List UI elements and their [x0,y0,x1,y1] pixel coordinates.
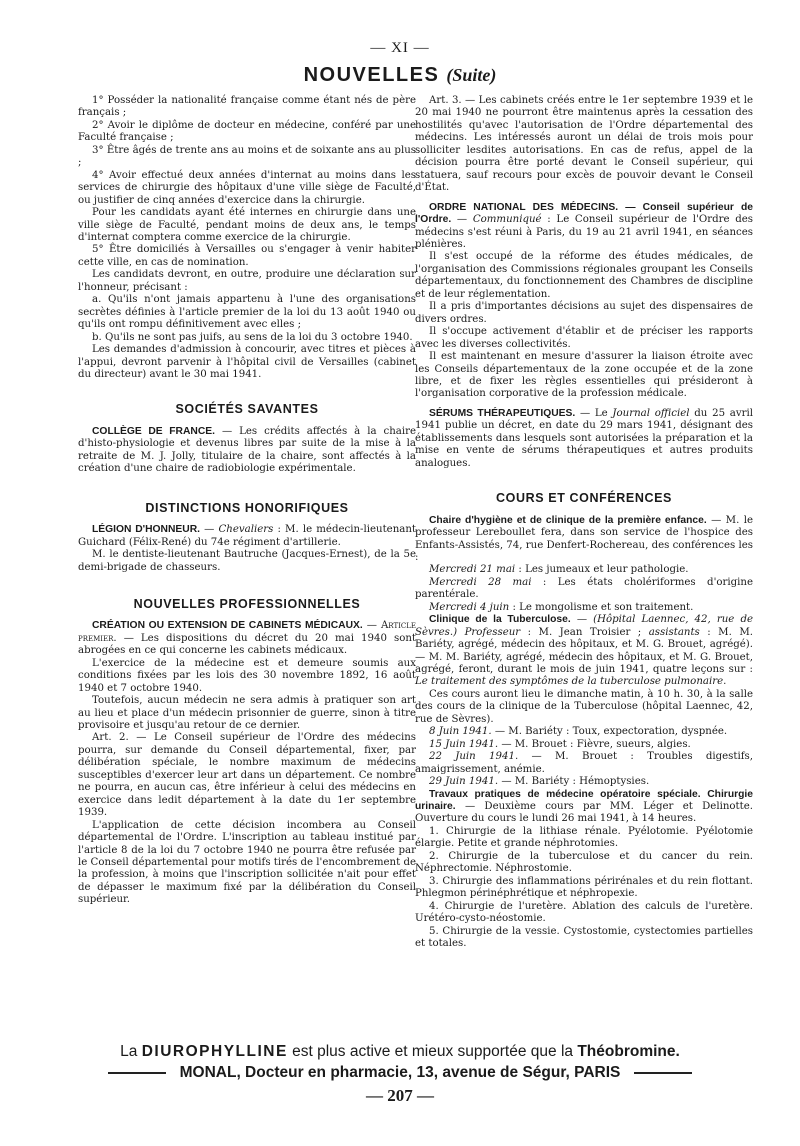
paragraph: CRÉATION OU EXTENSION DE CABINETS MÉDICAUX. — Article premier. — Les dispositions du décret du 20 mai 1940 sont abrogées en ce qui concerne les cabinets médicaux. [78,620,416,657]
paragraph: Toutefois, aucun médecin ne sera admis à pratiquer son art au lieu et place d'un médecin prisonnier de guerre, sinon à titre provisoire et jusqu'au retour de ce dernier. [78,695,416,732]
communique-label: Communiqué [472,214,542,226]
paragraph-text: — M. Bariéty : Hémoptysies. [498,776,650,788]
paragraph [415,776,753,788]
advert-line-1 [0,1043,800,1061]
paragraph [415,789,753,826]
paragraph [415,564,753,576]
paragraph-text: — Deuxième cours par MM. Léger et Delinotte. Ouverture du cours le lundi 26 mai 1941, à 14 heures. [415,801,753,825]
paragraph: Les candidats devront, en outre, produire une déclaration sur l'honneur, précisant : [78,269,416,293]
advert-theobromine: Théobromine. [577,1043,680,1060]
list-item: 4. Chirurgie de l'uretère. Ablation des calculs de l'uretère. Urétéro-cysto-néostomie. [415,900,753,925]
paragraph: M. le dentiste-lieutenant Bautruche (Jacques-Ernest), de la 5e demi-brigade de chasseurs. [78,549,416,573]
paragraph: Art. 2. — Le Conseil supérieur de l'Ordre des médecins pourra, sur demande du Conseil départemental, fixer, par délibération spéciale, le nombre maximum de médecins susceptibles d'exercer leur art dans un département. Ce nombre ne pourra, en aucun cas, être inférieur à celui des médecins en exercice dans ledit département à la date du 1er septembre 1939. [78,732,416,819]
lead-college-de-france: COLLÈGE DE FRANCE. [92,425,216,437]
paragraph: L'application de cette décision incombera au Conseil départemental de l'Ordre. L'inscription au tableau institué par l'article 8 de la loi du 7 octobre 1940 ne pourra être refusée par le Conseil départemental pour motifs tirés de l'encombrement de la profession, à moins que l'inscription sollicitée n'ait pour effet de dépasser le maximum fixé par la délibération du Conseil supérieur. [78,819,416,906]
left-column [78,95,416,907]
lead-creation-cabinets: CRÉATION OU EXTENSION DE CABINETS MÉDICAUX. [92,620,363,632]
paragraph: b. Qu'ils ne sont pas juifs, au sens de la loi du 3 octobre 1940. [92,331,413,343]
paragraph [78,524,416,549]
date: 8 Juin 1941. [429,726,492,738]
paragraph: 4° Avoir effectué deux années d'internat au moins dans les services de chirurgie des hôpitaux d'une ville siège de Faculté, ou justifier de cinq années d'exercice dans la chirurgie. [78,169,416,206]
paragraph: Pour les candidats ayant été internes en chirurgie dans une ville siège de Faculté, pendant moins de deux ans, le temps d'internat comptera comme exercice de la chirurgie. [78,207,416,243]
date: 15 Juin 1941. [429,738,499,750]
dash: — Le [575,407,613,419]
dash: — [451,214,473,226]
paragraph-text: : Les jumeaux et leur pathologie. [515,564,689,576]
paragraph: Art. 3. — Les cabinets créés entre le 1er septembre 1939 et le 20 mai 1940 ne pourront être maintenus après la cessation des hostilités qu'avec l'autorisation de l'Ordre départemental des médecins. Les intéressés auront un délai de trois mois pour solliciter lesdites autorisations. En cas de refus, appel de la décision pourra être porté devant le Conseil supérieur, qui statuera, sauf recours pour excès de pouvoir devant le Conseil d'État. [415,95,753,194]
paragraph [415,515,753,565]
advert-line-2 [0,1064,800,1082]
paragraph: 3° Être âgés de trente ans au moins et de soixante ans au plus ; [78,144,416,169]
assistants-label: assistants [648,626,700,638]
paragraph-text: — M. le professeur Lereboullet fera, dans son service de l'hospice des Enfants-Assistés, 74, rue Denfert-Rochereau, des conférences les : [415,514,753,563]
paragraph-text: — Les dispositions du décret du 20 mai 1940 sont abrogées en ce qui concerne les cabinets médicaux. [78,632,416,657]
section-title-cours: COURS ET CONFÉRENCES [496,491,672,506]
paragraph: Il est maintenant en mesure d'assurer la liaison étroite avec les Conseils départementaux de la zone occupée et de la zone libre, et de fixer les règles essentielles qui présideront à l'organisation corporative de la profession médicale. [415,351,753,400]
right-column [415,95,753,950]
section-title-professionnelles: NOUVELLES PROFESSIONNELLES [133,596,361,611]
paragraph: Il a pris d'importantes décisions au sujet des dispensaires de divers ordres. [415,301,753,325]
paragraph: Les demandes d'admission à concourir, avec titres et pièces à l'appui, devront parvenir à l'hôpital civil de Versailles (cabinet du directeur) avant le 30 mai 1941. [78,344,416,380]
section-title-distinctions: DISTINCTIONS HONORIFIQUES [145,500,349,515]
lecon-sujet: Le traitement des symptômes de la tuberculose pulmonaire. [415,676,727,688]
paragraph-text: — M. Brouet : Fièvre, sueurs, algies. [498,738,691,750]
lead-ordre-national: ORDRE NATIONAL DES MÉDECINS. — Conseil supérieur de l'Ordre. [415,201,753,226]
paragraph: Ces cours auront lieu le dimanche matin, à 10 h. 30, à la salle des cours de la clinique de la Tuberculose (hôpital Laennec, 42, rue de Sèvres). [415,688,753,725]
list-item: 1. Chirurgie de la lithiase rénale. Pyélotomie. Pyélotomie élargie. Petite et grande néphrotomies. [415,825,753,850]
paragraph-text: du 25 avril 1941 publie un décret, en date du 29 mars 1941, désignant des établissements dans lesquels sont autorisées la préparation et la mise en vente de sérums thérapeutiques et autres produits analogues. [415,407,754,469]
list-item: 2. Chirurgie de la tuberculose et du cancer du rein. Néphrectomie. Néphrostomie. [415,850,753,875]
paragraph: 5° Être domiciliés à Versailles ou s'engager à venir habiter cette ville, en cas de nomination. [78,244,416,268]
article-premier: Article premier. [78,620,416,644]
hopital-info: — (Hôpital Laennec, 42, rue de Sèvres.) Professeur [415,614,753,638]
dash: — [200,524,219,536]
lead-legion-honneur: LÉGION D'HONNEUR. [92,524,201,536]
paragraph-text: — Les crédits affectés à la chaire d'histo-physiologie et devenus libres par suite de la mise à la retraite de M. J. Jolly, titulaire de la chaire, sont affectés à la création d'une chaire de radiobiologie expérimentale. [78,425,416,475]
paragraph: a. Qu'ils n'ont jamais appartenu à l'une des organisations secrètes définies à l'article premier de la loi du 13 août 1940 ou qu'ils ont rompu définitivement avec elles ; [78,294,416,331]
lead-travaux-pratiques: Travaux pratiques de médecine opératoire spéciale. Chirurgie urinaire. [415,788,753,813]
journal-officiel: Journal officiel [612,407,690,419]
paragraph: 2° Avoir le diplôme de docteur en médecine, conféré par une Faculté française ; [78,119,416,144]
date: Mercredi 21 mai [429,564,516,576]
paragraph [415,602,753,614]
paragraph [415,726,753,738]
paragraph: L'exercice de la médecine est et demeure soumis aux conditions fixées par les lois des 30 novembre 1892, 16 août 1940 et 7 octobre 1940. [78,657,416,694]
paragraph [415,408,753,470]
advert-monal: MONAL, Docteur en pharmacie, 13, avenue de Ségur, PARIS [179,1064,621,1081]
paragraph [415,577,753,602]
paragraph-text: : M. le médecin-lieutenant Guichard (Félix-René) du 74e régiment d'artillerie. [78,524,416,548]
paragraph [415,202,753,252]
date: 29 Juin 1941. [429,776,499,788]
list-item: 5. Chirurgie de la vessie. Cystostomie, cystectomies partielles et totales. [415,925,753,949]
lead-chaire-hygiene: Chaire d'hygiène et de clinique de la première enfance. [429,514,707,526]
title-main: NOUVELLES [303,64,440,86]
divider [634,1072,692,1074]
date: 22 Juin 1941. [429,751,519,763]
lead-clinique-tuberculose: Clinique de la Tuberculose. [429,614,571,626]
advert-text: La [120,1043,142,1060]
date: Mercredi 4 juin [429,601,510,613]
paragraph-text: — M. Bariéty : Toux, expectoration, dyspnée. [491,726,728,738]
paragraph [415,614,753,689]
paragraph [415,751,753,776]
date: Mercredi 28 mai [429,576,532,588]
paragraph [78,426,416,476]
advert-brand: DIUROPHYLLINE [141,1043,288,1060]
paragraph-text: : M. Jean Troisier ; [520,626,649,638]
divider [108,1072,166,1074]
advert-text: est plus active et mieux supportée que la [287,1043,578,1060]
paragraph-text: : Les états cholériformes d'origine parentérale. [415,576,753,601]
paragraph-text: : Le Conseil supérieur de l'Ordre des médecins s'est réuni à Paris, du 19 au 21 avril 1941, en séances plénières. [415,214,753,250]
page-title [0,64,800,87]
paragraph [415,739,753,751]
top-folio: — XI — [370,40,430,56]
section-title-societes: SOCIÉTÉS SAVANTES [175,402,319,417]
paragraph: Il s'occupe activement d'établir et de préciser les rapports avec les diverses collectivités. [415,326,753,350]
lead-serums: SÉRUMS THÉRAPEUTIQUES. [429,407,576,419]
paragraph: Il s'est occupé de la réforme des études médicales, de l'organisation des Commissions régionales groupant les Conseils départementaux, du fonctionnement des Chambres de discipline et de leur réglementation. [415,251,753,300]
paragraph-text: — M. Brouet : Troubles digestifs, amaigrissement, anémie. [415,751,754,775]
paragraph-text: : Le mongolisme et son traitement. [509,601,694,613]
page-number: — 207 — [366,1086,434,1105]
paragraph-text: : M. M. Bariéty, agrégé, médecin des hôpitaux, et M. G. Brouet, agrégé). — M. M. Bariéty, agrégé, médecin des hôpitaux, et M. G. Brouet, agrégé, feront, durant le mois de juin 1941, quatre leçons sur : [415,626,753,676]
list-item: 3. Chirurgie des inflammations périrénales et du rein flottant. Phlegmon périnéphrétique et néphropexie. [415,875,753,900]
title-suite: (Suite) [446,65,497,85]
chevaliers-label: Chevaliers [218,524,274,536]
paragraph: 1° Posséder la nationalité française comme étant nés de père français ; [78,95,416,119]
